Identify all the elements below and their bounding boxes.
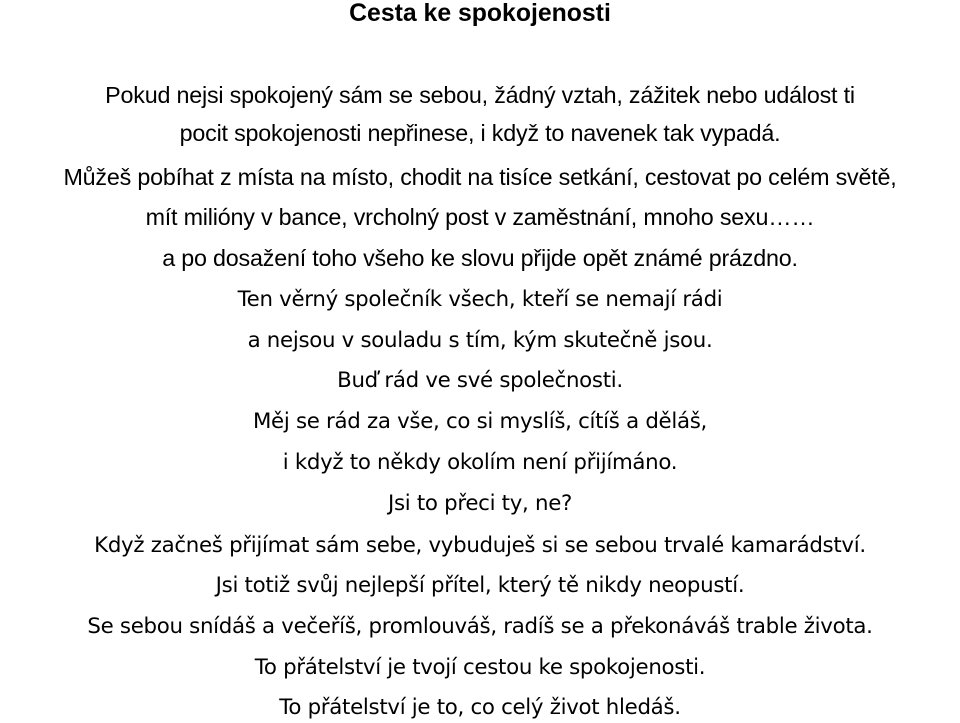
text-line: mít milióny v bance, vrcholný post v zaměstnání, mnoho sexu……: [145, 204, 815, 230]
text-line: To přátelství je to, co celý život hledáš.: [279, 695, 681, 720]
text-line: Můžeš pobíhat z místa na místo, chodit na tisíce setkání, cestovat po celém světě,: [63, 164, 897, 190]
text-line: a nejsou v souladu s tím, kým skutečně jsou.: [247, 328, 713, 353]
text-line: Se sebou snídáš a večeříš, promlouváš, radíš se a překonáváš trable života.: [87, 614, 873, 639]
text-line: Buď rád ve své společnosti.: [337, 368, 623, 393]
text-line: Jsi totiž svůj nejlepší přítel, který tě nikdy neopustí.: [215, 573, 745, 598]
text-line: Když začneš přijímat sám sebe, vybuduješ si se sebou trvalé kamarádství.: [94, 533, 866, 558]
text-line: i když to někdy okolím není přijímáno.: [282, 450, 678, 475]
text-line: Ten věrný společník všech, kteří se nemají rádi: [237, 287, 723, 312]
text-line: Pokud nejsi spokojený sám se sebou, žádný vztah, zážitek nebo událost ti: [105, 82, 855, 108]
text-line: pocit spokojenosti nepřinese, i když to navenek tak vypadá.: [179, 120, 781, 146]
document-title: Cesta ke spokojenosti: [349, 0, 611, 27]
text-line: To přátelství je tvojí cestou ke spokojenosti.: [254, 655, 706, 680]
text-line: a po dosažení toho všeho ke slovu přijde opět známé prázdno.: [162, 245, 798, 271]
text-line: Jsi to přeci ty, ne?: [387, 491, 573, 516]
text-line: Měj se rád za vše, co si myslíš, cítíš a děláš,: [252, 409, 708, 434]
